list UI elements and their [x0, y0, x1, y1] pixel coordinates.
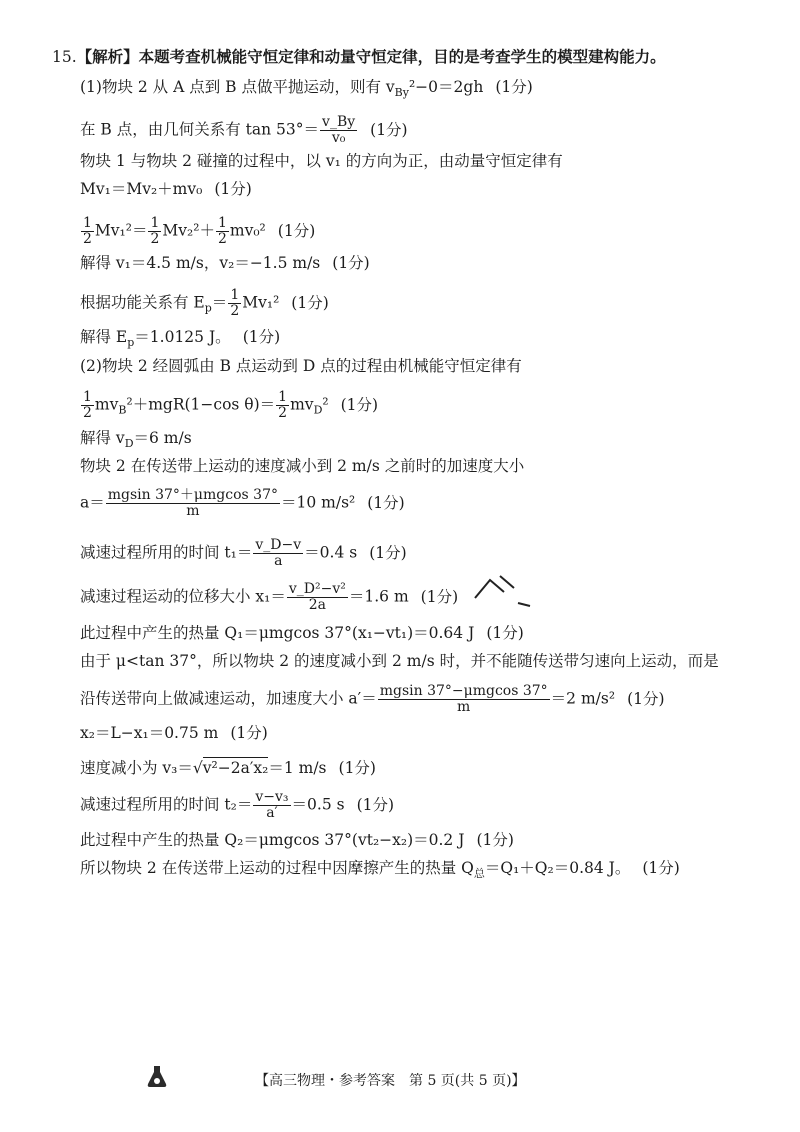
score-label: (1分) [476, 831, 514, 849]
score-label: (1分) [340, 395, 379, 414]
score-label: (1分) [627, 689, 665, 708]
line-6: 解得 v₁＝4.5 m/s，v₂＝−1.5 m/s (1分) [80, 254, 370, 272]
header-line [52, 46, 666, 68]
fraction: $\frac{\text{mgsin 37°＋μmgcos 37°}}{m}$ [107, 487, 278, 519]
flask-logo-icon [146, 1064, 168, 1088]
score-label: (1分) [486, 624, 524, 642]
score-label: (1分) [338, 759, 376, 777]
score-label: (1分) [332, 254, 370, 272]
line-12: 物块 2 在传送带上运动的速度减小到 2 m/s 之前时的加速度大小 [80, 457, 525, 475]
score-label: (1分) [642, 859, 680, 877]
score-label: (1分) [214, 180, 252, 198]
line-11: 解得 $v_D=6$ m/s [80, 429, 192, 451]
line-10: $\frac{1}{2}$ $mv_B^2+mgR(1-\cos$ θ)＝ $\frac{1}{2}$ $mv_D^2$ (1分) [83, 389, 379, 421]
line-15: 减速过程运动的位移大小 x₁＝ $\frac{\text{v\_D²−v²}}{2a}$ ＝1.6 m (1分) [80, 581, 459, 613]
fraction: $\frac{\text{v−v₃}}{a'}$ [255, 789, 289, 821]
line-17: 由于 μ<tan 37°，所以物块 2 的速度减小到 2 m/s 时，并不能随传送带匀速向上运动，而是 [80, 652, 719, 670]
line-3: 物块 1 与物块 2 碰撞的过程中，以 v₁ 的方向为正，由动量守恒定律有 [80, 152, 563, 170]
score-label: (1分) [230, 724, 268, 742]
fraction: $\frac{v\_D-v}{a}$ [255, 537, 302, 569]
score-label: (1分) [242, 328, 281, 346]
fraction: $\frac{1}{2}$ [83, 215, 92, 247]
square-root: v²−2a′x₂ [202, 759, 269, 777]
line-7: 根据功能关系有 $E_p=$ $\frac{1}{2}$ Mv₁² (1分) [80, 287, 329, 319]
line-13: a＝ $\frac{\text{mgsin 37°＋μmgcos 37°}}{m}$ ＝10 m/s² (1分) [80, 487, 405, 519]
score-label: (1分) [356, 795, 395, 814]
pen-scribble [470, 568, 540, 618]
score-label: (1分) [495, 78, 533, 96]
fraction: $\frac{1}{2}$ [278, 389, 288, 421]
question-number: 15. [52, 48, 77, 66]
line-14: 减速过程所用的时间 t₁＝ $\frac{v\_D-v}{a}$ ＝0.4 s (1分) [80, 537, 407, 569]
line-21: 减速过程所用的时间 t₂＝ $\frac{\text{v−v₃}}{a'}$ ＝0.5 s (1分) [80, 789, 395, 821]
page-footer: 【高三物理・参考答案 第 5 页(共 5 页)】 [255, 1073, 526, 1089]
line-18: 沿传送带向上做减速运动，加速度大小 a′＝ $\frac{\text{mgsin 37°−μmgcos 37°}}{m}$ ＝2 m/s² (1分) [80, 683, 665, 715]
line-19: x₂＝L−x₁＝0.75 m (1分) [80, 724, 268, 742]
line-5: $\frac{1}{2}$ Mv₁²＝ $\frac{1}{2}$ Mv₂²＋ $\frac{1}{2}$ mv₀² (1分) [83, 215, 316, 247]
analysis-intro: 本题考查机械能守恒定律和动量守恒定律，目的是考查学生的模型建构能力。 [138, 47, 666, 66]
score-label: (1分) [370, 120, 408, 139]
score-label: (1分) [367, 493, 405, 512]
line-1: (1)物块 2 从 A 点到 B 点做平抛运动，则有 $v_{By}^2-0=2gh$ (1分) [80, 78, 533, 100]
score-label: (1分) [291, 293, 329, 312]
fraction: $\frac{v\_By}{\text{v₀}}$ [322, 114, 356, 146]
line-9: (2)物块 2 经圆弧由 B 点运动到 D 点的过程由机械能守恒定律有 [80, 357, 522, 375]
line-8: 解得 $E_p=1.0125$ J。 (1分) [80, 328, 281, 350]
line-23: 所以物块 2 在传送带上运动的过程中因摩擦产生的热量 $Q_总=Q_1+Q_2=0.84$ J。 (1分) [80, 859, 680, 881]
fraction: $\frac{1}{2}$ [150, 215, 160, 247]
fraction: $\frac{1}{2}$ [217, 215, 227, 247]
score-label: (1分) [369, 543, 407, 562]
line-16: 此过程中产生的热量 Q₁＝μmgcos 37°(x₁−vt₁)＝0.64 J (1分) [80, 624, 524, 642]
fraction: $\frac{1}{2}$ [83, 389, 92, 421]
line-22: 此过程中产生的热量 Q₂＝μmgcos 37°(vt₂−x₂)＝0.2 J (1分) [80, 831, 514, 849]
score-label: (1分) [420, 587, 459, 606]
analysis-tag: 【解析】 [76, 47, 139, 66]
fraction: $\frac{\text{v\_D²−v²}}{2a}$ [288, 581, 346, 613]
score-label: (1分) [277, 221, 316, 240]
line-4: Mv₁＝Mv₂＋mv₀ (1分) [80, 180, 252, 198]
fraction: $\frac{\text{mgsin 37°−μmgcos 37°}}{m}$ [379, 683, 548, 715]
line-2: 在 B 点，由几何关系有 tan 53°＝ $\frac{v\_By}{\text{v₀}}$ (1分) [80, 114, 408, 146]
line-20: 速度减小为 v₃＝√v²−2a′x₂＝1 m/s (1分) [80, 759, 376, 777]
fraction: $\frac{1}{2}$ [230, 287, 240, 319]
